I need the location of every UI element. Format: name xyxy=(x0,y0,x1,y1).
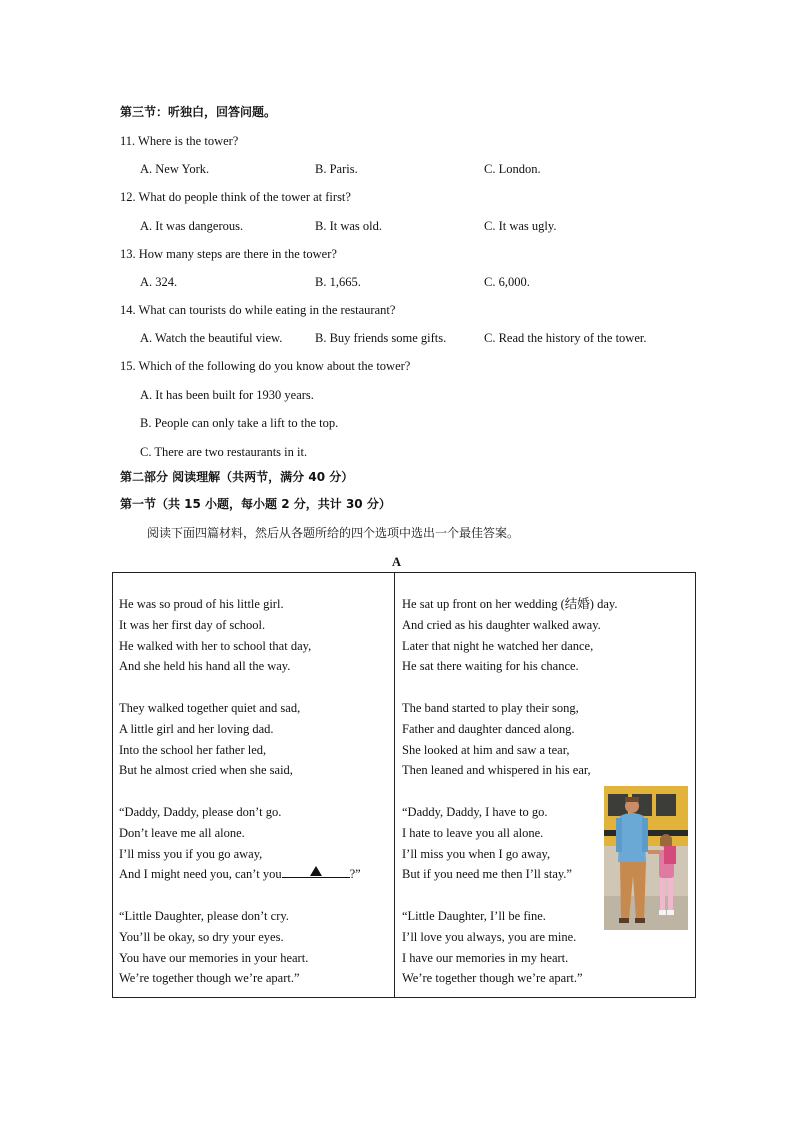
poem-line: Father and daughter danced along. xyxy=(402,721,575,736)
poem-line: “Daddy, Daddy, I have to go. xyxy=(402,805,548,819)
question-14-option-a: A. Watch the beautiful view. xyxy=(140,331,283,345)
poem-line: He sat up front on her wedding (结婚) day. xyxy=(402,597,618,611)
question-11-option-a: A. New York. xyxy=(140,162,210,176)
question-12-stem: 12. What do people think of the tower at first? xyxy=(120,190,351,204)
poem-line: Into the school her father led, xyxy=(119,742,267,757)
poem-line: And cried as his daughter walked away. xyxy=(402,617,601,632)
poem-line: Later that night he watched her dance, xyxy=(402,638,594,653)
poem-line: I’ll miss you if you go away, xyxy=(119,846,263,861)
poem-right-stanza-3 xyxy=(402,802,572,885)
poem-line: He walked with her to school that day, xyxy=(119,638,312,653)
question-13-option-b: B. 1,665. xyxy=(315,275,361,289)
poem-line: “Little Daughter, I’ll be fine. xyxy=(402,909,546,923)
poem-right-stanza-2 xyxy=(402,698,591,781)
poem-line: I’ll miss you when I go away, xyxy=(402,846,551,861)
poem-line: A little girl and her loving dad. xyxy=(119,721,274,736)
question-14-stem: 14. What can tourists do while eating in the restaurant? xyxy=(120,303,396,317)
poem-line: The band started to play their song, xyxy=(402,701,579,715)
question-13-option-a: A. 324. xyxy=(140,275,178,289)
poem-line: You’ll be okay, so dry your eyes. xyxy=(119,929,284,944)
question-12-option-b: B. It was old. xyxy=(315,219,383,233)
question-15-option-c: C. There are two restaurants in it. xyxy=(140,445,308,459)
poem-right-stanza-1 xyxy=(402,594,617,677)
question-11-option-b: B. Paris. xyxy=(315,162,358,176)
question-15-option-a: A. It has been built for 1930 years. xyxy=(140,388,314,402)
question-11-stem: 11. Where is the tower? xyxy=(120,134,239,148)
poem-line: He was so proud of his little girl. xyxy=(119,597,284,611)
poem-line-with-blank xyxy=(119,864,361,885)
poem-left-stanza-1 xyxy=(119,594,311,677)
father-daughter-photo xyxy=(604,786,688,930)
poem-line: But he almost cried when she said, xyxy=(119,763,293,778)
part2-title: 第二部分 阅读理解（共两节，满分 40 分） xyxy=(120,470,354,484)
poem-divider xyxy=(394,572,395,998)
poem-line: We’re together though we’re apart.” xyxy=(402,971,583,986)
poem-line: You have our memories in your heart. xyxy=(119,950,309,965)
poem-line: We’re together though we’re apart.” xyxy=(119,971,300,986)
question-12-option-c: C. It was ugly. xyxy=(484,219,557,233)
poem-line: They walked together quiet and sad, xyxy=(119,701,301,715)
answer-blank[interactable] xyxy=(282,865,350,878)
poem-line-text: And I might need you, can’t you xyxy=(119,867,282,882)
section3-title: 第三节：听独白，回答问题。 xyxy=(120,105,277,119)
poem-left-stanza-2 xyxy=(119,698,300,781)
poem-line: “Daddy, Daddy, please don’t go. xyxy=(119,805,282,819)
instruction: 阅读下面四篇材料，然后从各题所给的四个选项中选出一个最佳答案。 xyxy=(147,526,520,540)
poem-line: She looked at him and saw a tear, xyxy=(402,742,570,757)
poem-line: I’ll love you always, you are mine. xyxy=(402,929,577,944)
father-daughter-illustration xyxy=(604,786,688,930)
question-12-option-a: A. It was dangerous. xyxy=(140,219,244,233)
poem-line: Don’t leave me all alone. xyxy=(119,825,245,840)
poem-line: But if you need me then I’ll stay.” xyxy=(402,867,572,882)
poem-line: And she held his hand all the way. xyxy=(119,659,291,674)
question-14-option-c: C. Read the history of the tower. xyxy=(484,331,647,345)
poem-left-stanza-4 xyxy=(119,906,308,989)
blank-suffix: ?” xyxy=(349,867,361,882)
triangle-icon xyxy=(310,866,322,876)
question-15-stem: 15. Which of the following do you know about the tower? xyxy=(120,359,411,373)
question-13-option-c: C. 6,000. xyxy=(484,275,530,289)
question-11-option-c: C. London. xyxy=(484,162,541,176)
poem-line: He sat there waiting for his chance. xyxy=(402,659,579,674)
poem-line: “Little Daughter, please don’t cry. xyxy=(119,909,289,923)
poem-right-stanza-4 xyxy=(402,906,583,989)
poem-line: I have our memories in my heart. xyxy=(402,950,569,965)
question-14-option-b: B. Buy friends some gifts. xyxy=(315,331,447,345)
section1-title: 第一节（共 15 小题，每小题 2 分，共计 30 分） xyxy=(120,497,391,511)
question-15-option-b: B. People can only take a lift to the top. xyxy=(140,416,339,430)
poem-left-stanza-3 xyxy=(119,802,361,885)
poem-line: It was her first day of school. xyxy=(119,617,266,632)
poem-line: Then leaned and whispered in his ear, xyxy=(402,763,591,778)
passage-label: A xyxy=(392,555,402,569)
poem-line: I hate to leave you all alone. xyxy=(402,825,544,840)
question-13-stem: 13. How many steps are there in the tower? xyxy=(120,247,337,261)
